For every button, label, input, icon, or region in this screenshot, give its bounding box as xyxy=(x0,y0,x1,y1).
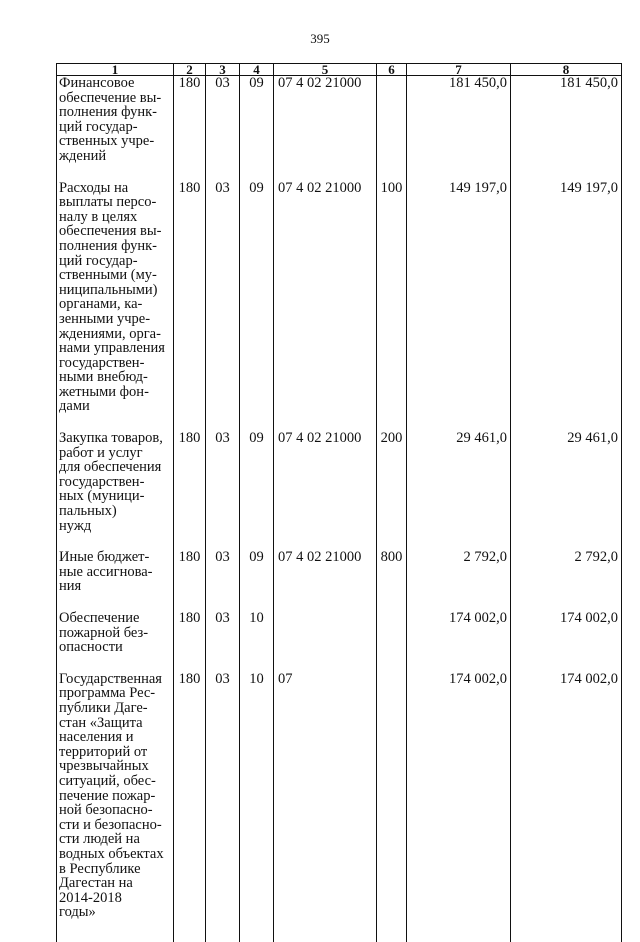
row-name-line: ственными (му- xyxy=(59,267,157,284)
cell-expense-type xyxy=(377,611,407,672)
row-name-line: Государственная xyxy=(59,670,162,687)
row-name xyxy=(57,550,174,611)
cell-section: 180 xyxy=(174,181,206,432)
row-name-line: ные ассигнова- xyxy=(59,563,153,580)
cell-expense-type xyxy=(377,672,407,942)
cell-amount-1: 174 002,0 xyxy=(407,611,511,672)
row-name-line: печение пожар- xyxy=(59,787,156,804)
row-name-line: ций государ- xyxy=(59,118,138,135)
cell-amount-2: 2 792,0 xyxy=(511,550,622,611)
row-name-line: пальных) xyxy=(59,503,117,520)
cell-section: 180 xyxy=(174,76,206,181)
row-name-line: ния xyxy=(59,578,82,595)
row-name-line: нами управления xyxy=(59,340,165,357)
row-name-line: органами, ка- xyxy=(59,296,143,313)
column-header: 4 xyxy=(240,64,274,76)
column-header: 6 xyxy=(377,64,407,76)
column-header: 1 xyxy=(57,64,174,76)
row-name-line: для обеспечения xyxy=(59,459,162,476)
row-name-line: обеспечение вы- xyxy=(59,89,162,106)
cell-chapter: 03 xyxy=(206,550,240,611)
cell-subchapter: 09 xyxy=(240,181,274,432)
cell-amount-2: 181 450,0 xyxy=(511,76,622,181)
row-name-line: Финансовое xyxy=(59,75,135,91)
table-row xyxy=(57,672,622,942)
cell-amount-2: 29 461,0 xyxy=(511,431,622,550)
row-name-line: в Республике xyxy=(59,860,141,877)
row-name-line: ций государ- xyxy=(59,252,138,269)
column-header: 3 xyxy=(206,64,240,76)
row-name-line: 2014-2018 xyxy=(59,889,122,906)
cell-subchapter: 09 xyxy=(240,76,274,181)
row-name-line: нужд xyxy=(59,517,92,534)
cell-expense-type: 800 xyxy=(377,550,407,611)
row-name-line: ными внебюд- xyxy=(59,369,148,386)
row-name-line: полнения функ- xyxy=(59,104,157,121)
row-name-line: стан «Защита xyxy=(59,714,143,731)
column-header: 7 xyxy=(407,64,511,76)
column-header: 5 xyxy=(274,64,377,76)
row-name-line: работ и услуг xyxy=(59,444,143,461)
row-name-line: ждений xyxy=(59,147,107,164)
row-name-line: Иные бюджет- xyxy=(59,549,150,566)
row-name-line: населения и xyxy=(59,729,134,746)
column-header: 2 xyxy=(174,64,206,76)
cell-subchapter: 10 xyxy=(240,672,274,942)
row-name-line: обеспечения вы- xyxy=(59,223,162,240)
cell-amount-1: 2 792,0 xyxy=(407,550,511,611)
cell-chapter: 03 xyxy=(206,181,240,432)
row-name-line: ситуаций, обес- xyxy=(59,772,156,789)
row-name-line: Закупка товаров, xyxy=(59,430,163,447)
row-name-line: Дагестан на xyxy=(59,875,133,892)
row-name xyxy=(57,672,174,942)
cell-amount-1: 149 197,0 xyxy=(407,181,511,432)
cell-chapter: 03 xyxy=(206,611,240,672)
cell-subchapter: 09 xyxy=(240,431,274,550)
row-name-line: ной безопасно- xyxy=(59,802,153,819)
column-header: 8 xyxy=(511,64,622,76)
cell-target-code: 07 4 02 21000 xyxy=(274,431,377,550)
cell-subchapter: 09 xyxy=(240,550,274,611)
row-name xyxy=(57,611,174,672)
row-name-line: ниципальными) xyxy=(59,281,158,298)
row-name-line: годы» xyxy=(59,904,96,921)
cell-chapter: 03 xyxy=(206,672,240,942)
row-name-line: ждениями, орга- xyxy=(59,325,161,342)
row-name-line: выплаты персо- xyxy=(59,194,157,211)
row-name-line: Обеспечение xyxy=(59,610,140,626)
cell-amount-1: 29 461,0 xyxy=(407,431,511,550)
row-name-line: публики Даге- xyxy=(59,699,148,716)
row-name-line: государствен- xyxy=(59,473,145,490)
table-row xyxy=(57,76,622,181)
cell-amount-2: 174 002,0 xyxy=(511,611,622,672)
cell-amount-1: 174 002,0 xyxy=(407,672,511,942)
budget-table xyxy=(56,63,622,942)
table-row xyxy=(57,431,622,550)
row-name-line: ных (муници- xyxy=(59,488,145,505)
cell-chapter: 03 xyxy=(206,76,240,181)
row-name-line: жетными фон- xyxy=(59,383,149,400)
cell-expense-type: 200 xyxy=(377,431,407,550)
cell-subchapter: 10 xyxy=(240,611,274,672)
row-name xyxy=(57,181,174,432)
table-row xyxy=(57,181,622,432)
cell-chapter: 03 xyxy=(206,431,240,550)
cell-target-code: 07 4 02 21000 xyxy=(274,550,377,611)
row-name-line: опасности xyxy=(59,639,123,656)
cell-section: 180 xyxy=(174,550,206,611)
cell-target-code xyxy=(274,611,377,672)
row-name-line: водных объектах xyxy=(59,845,164,862)
row-name-line: чрезвычайных xyxy=(59,758,149,775)
cell-target-code: 07 xyxy=(274,672,377,942)
row-name xyxy=(57,431,174,550)
row-name-line: зенными учре- xyxy=(59,310,151,327)
cell-section: 180 xyxy=(174,431,206,550)
row-name xyxy=(57,76,174,181)
cell-section: 180 xyxy=(174,611,206,672)
row-name-line: пожарной без- xyxy=(59,624,149,641)
row-name-line: государствен- xyxy=(59,354,145,371)
row-name-line: налу в целях xyxy=(59,208,138,225)
table-row xyxy=(57,611,622,672)
cell-section: 180 xyxy=(174,672,206,942)
row-name-line: полнения функ- xyxy=(59,237,157,254)
cell-amount-2: 174 002,0 xyxy=(511,672,622,942)
cell-target-code: 07 4 02 21000 xyxy=(274,181,377,432)
cell-target-code: 07 4 02 21000 xyxy=(274,76,377,181)
cell-amount-1: 181 450,0 xyxy=(407,76,511,181)
table-row xyxy=(57,550,622,611)
page-number: 395 xyxy=(310,31,330,46)
cell-expense-type xyxy=(377,76,407,181)
table-header-row xyxy=(57,64,622,76)
row-name-line: территорий от xyxy=(59,743,148,760)
row-name-line: программа Рес- xyxy=(59,685,156,702)
row-name-line: сти и безопасно- xyxy=(59,816,162,833)
row-name-line: дами xyxy=(59,398,90,415)
row-name-line: Расходы на xyxy=(59,179,129,196)
row-name-line: сти людей на xyxy=(59,831,140,848)
cell-amount-2: 149 197,0 xyxy=(511,181,622,432)
row-name-line: ственных учре- xyxy=(59,133,155,150)
cell-expense-type: 100 xyxy=(377,181,407,432)
